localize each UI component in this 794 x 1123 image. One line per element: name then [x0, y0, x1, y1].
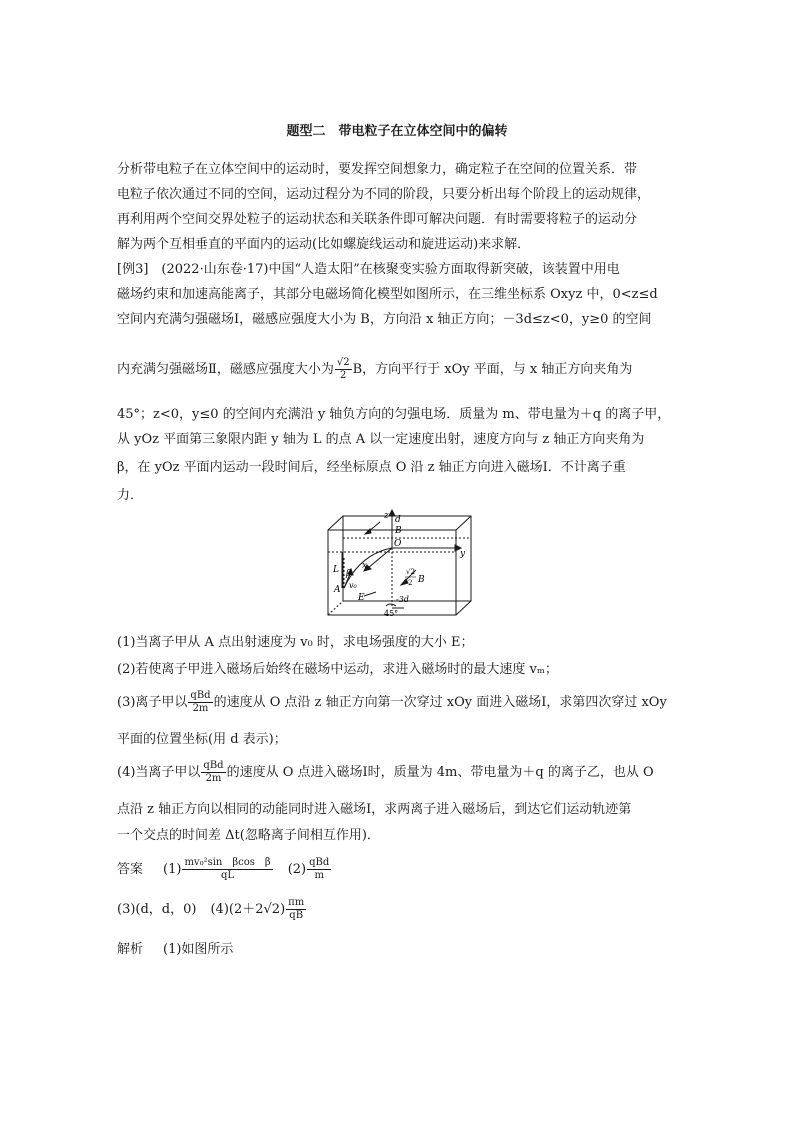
qBd-over-2m-fraction — [201, 760, 225, 785]
label-A: A — [334, 585, 341, 595]
label-E: E — [358, 593, 365, 603]
sqrt2-over-2-fraction — [335, 357, 352, 382]
question-4-end: 的速度从 O 点进入磁场Ⅰ时，质量为 4m、带电量为＋q 的离子乙，也从 O — [226, 765, 654, 780]
example-line-4 — [117, 357, 632, 382]
intro-line-2: 电粒子依次通过不同的空间，运动过程分为不同的阶段，只要分析出每个阶段上的运动规律， — [117, 187, 651, 202]
analysis-text: (1)如图所示 — [163, 942, 234, 957]
section-title: 题型二 带电粒子在立体空间中的偏转 — [286, 124, 508, 139]
question-3-start: (3)离子甲以 — [117, 695, 188, 710]
answer-line-2 — [117, 897, 307, 922]
answer-2-prefix: (2) — [287, 862, 307, 877]
answer-line-1 — [117, 857, 332, 882]
intro-line-1: 分析带电粒子在立体空间中的运动时，要发挥空间想象力，确定粒子在空间的位置关系．带 — [117, 162, 638, 177]
question-4-line-1 — [117, 760, 654, 785]
example-line-4-start: 内充满匀强磁场Ⅱ，磁感应强度大小为 — [117, 362, 334, 377]
label-x: x — [362, 561, 368, 571]
label-minus-3d: -3d — [396, 595, 409, 604]
label-v0: v₀ — [349, 581, 357, 590]
answer-2-fraction — [307, 857, 331, 882]
fraction-numerator: mv₀²sin βcos β — [184, 857, 271, 868]
example-line-8: 力． — [117, 488, 144, 503]
analysis-label: 解析 — [117, 942, 144, 957]
label-45-deg: 45° — [384, 609, 399, 618]
label-B: B — [395, 526, 402, 536]
answer-label: 答案 — [117, 862, 144, 877]
fraction-denominator: 2m — [205, 773, 222, 784]
label-B2-den: 2 — [408, 579, 413, 587]
example-line-3: 空间内充满匀强磁场Ⅰ，磁感应强度大小为 B，方向沿 x 轴正方向；－3d≤z<0，y≥0 的空间 — [117, 312, 652, 327]
example-line-4-end: B，方向平行于 xOy 平面，与 x 轴正方向夹角为 — [352, 362, 633, 377]
label-z: z — [384, 511, 389, 521]
question-3-line-1 — [117, 690, 667, 715]
fraction-denominator: m — [314, 870, 324, 881]
fraction-numerator: qBd — [190, 690, 211, 701]
question-1: (1)当离子甲从 A 点出射速度为 v₀ 时，求电场强度的大小 E； — [117, 635, 474, 650]
question-2: (2)若使离子甲进入磁场后始终在磁场中运动，求进入磁场时的最大速度 vₘ； — [117, 662, 558, 677]
label-B2: B — [418, 575, 425, 585]
label-L: L — [333, 565, 339, 575]
fraction-numerator: √2 — [336, 357, 350, 368]
answer-1-prefix: (1) — [163, 862, 182, 877]
answer-4-fraction — [286, 897, 306, 922]
qBd-over-2m-fraction — [188, 690, 212, 715]
example-line-1: [例3] (2022·山东卷·17)中国“人造太阳”在核聚变实验方面取得新突破，该装置中用电 — [117, 262, 620, 277]
fraction-numerator: qBd — [309, 857, 330, 868]
question-4-start: (4)当离子甲以 — [117, 765, 201, 780]
label-d: d — [395, 515, 401, 525]
field-diagram — [320, 508, 480, 618]
answer-1-fraction — [182, 857, 272, 882]
label-O: O — [394, 539, 402, 549]
answer-4-prefix: (4)(2＋2√2) — [210, 902, 286, 917]
label-beta: β — [346, 569, 352, 579]
question-4-line-2: 点沿 z 轴正方向以相同的动能同时进入磁场Ⅰ，求两离子进入磁场后，到达它们运动轨迹第 — [117, 802, 632, 817]
fraction-denominator: 2 — [340, 370, 347, 381]
fraction-denominator: 2m — [192, 703, 209, 714]
analysis-line — [117, 938, 233, 957]
fraction-denominator: qL — [221, 870, 235, 881]
answer-3: (3)(d，d，0) — [117, 902, 197, 917]
fraction-denominator: qB — [289, 910, 304, 921]
question-4-line-3: 一个交点的时间差 Δt(忽略离子间相互作用)． — [117, 828, 380, 843]
example-line-7: β，在 yOz 平面内运动一段时间后，经坐标原点 O 沿 z 轴正方向进入磁场Ⅰ．不计离子重 — [117, 460, 626, 475]
label-B2-num: √2 — [406, 568, 415, 576]
question-3-end: 的速度从 O 点沿 z 轴正方向第一次穿过 xOy 面进入磁场Ⅰ，求第四次穿过 xOy — [213, 695, 667, 710]
example-line-2: 磁场约束和加速高能离子，其部分电磁场简化模型如图所示，在三维坐标系 Oxyz 中，0<z≤d — [117, 287, 658, 302]
fraction-numerator: qBd — [203, 760, 224, 771]
intro-line-4: 解为两个互相垂直的平面内的运动(比如螺旋线运动和旋进运动)来求解． — [117, 237, 531, 252]
intro-line-3: 再利用两个空间交界处粒子的运动状态和关联条件即可解决问题．有时需要将粒子的运动分 — [117, 212, 638, 227]
fraction-numerator: πm — [288, 897, 305, 908]
example-line-6: 从 yOz 平面第三象限内距 y 轴为 L 的点 A 以一定速度出射，速度方向与 z 轴正方向夹角为 — [117, 432, 645, 447]
example-line-5: 45°；z<0，y≤0 的空间内充满沿 y 轴负方向的匀强电场．质量为 m、带电量为＋q 的离子甲， — [117, 407, 671, 422]
question-3-line-2: 平面的位置坐标(用 d 表示)； — [117, 732, 287, 747]
label-y: y — [460, 549, 466, 559]
